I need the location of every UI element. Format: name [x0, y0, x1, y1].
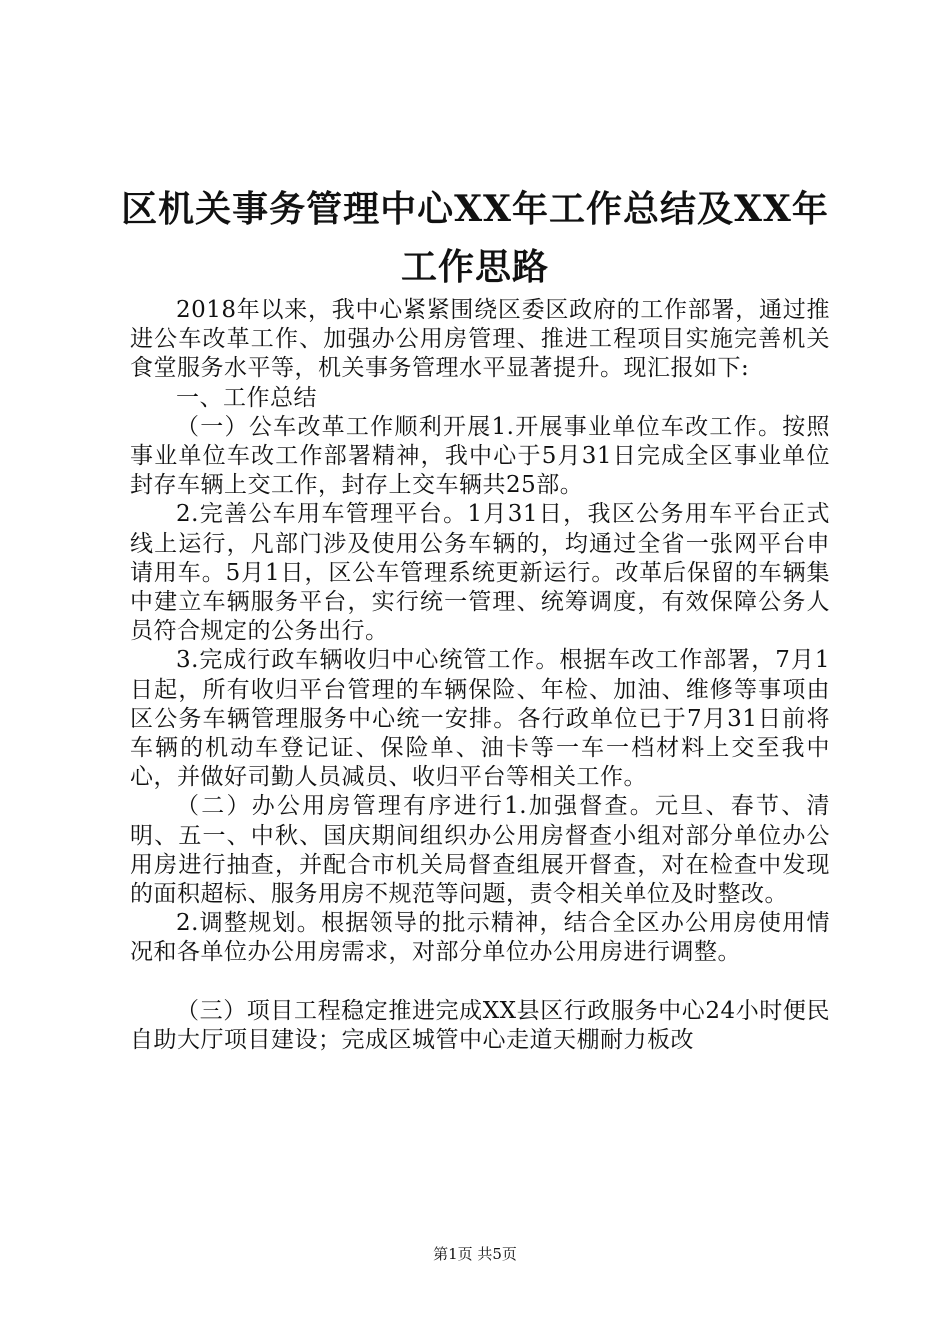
page-number-footer: 第1页 共5页 — [433, 1245, 517, 1263]
paragraph-project-engineering: （三）项目工程稳定推进完成XX县区行政服务中心24小时便民自助大厅项目建设；完成区城管中心走道天棚耐力板改 — [130, 997, 830, 1053]
section-heading-work-summary: 一、工作总结 — [176, 384, 317, 411]
paragraph-intro: 2018年以来，我中心紧紧围绕区委区政府的工作部署，通过推进公车改革工作、加强办公用房管理、推进工程项目实施完善机关食堂服务水平等，机关事务管理水平显著提升。现汇报如下: — [130, 297, 830, 382]
document-body — [130, 296, 830, 1055]
paragraph-office-housing: （二）办公用房管理有序进行1.加强督查。元旦、春节、清明、五一、中秋、国庆期间组织办公用房督查小组对部分单位办公用房进行抽查，并配合市机关局督查组展开督查，对在检查中发现的面积超标、服务用房不规范等问题，责令相关单位及时整改。 — [130, 793, 830, 908]
paragraph-vehicle-platform: 2.完善公车用车管理平台。1月31日，我区公务用车平台正式线上运行，凡部门涉及使用公务车辆的，均通过全省一张网平台申请用车。5月1日，区公车管理系统更新运行。改革后保留的车辆集中建立车辆服务平台，实行统一管理、统筹调度，有效保障公务人员符合规定的公务出行。 — [130, 501, 830, 645]
paragraph-vehicle-management: 3.完成行政车辆收归中心统管工作。根据车改工作部署，7月1日起，所有收归平台管理的车辆保险、年检、加油、维修等事项由区公务车辆管理服务中心统一安排。各行政单位已于7月31日前将车辆的机动车登记证、保险单、油卡等一车一档材料上交至我中心，并做好司勤人员减员、收归平台等相关工作。 — [130, 647, 830, 791]
paragraph-adjust-planning: 2.调整规划。根据领导的批示精神，结合全区办公用房使用情况和各单位办公用房需求，对部分单位办公用房进行调整。 — [130, 910, 830, 966]
document-title: 区机关事务管理中心XX年工作总结及XX年工作思路 — [121, 188, 829, 288]
paragraph-vehicle-reform: （一）公车改革工作顺利开展1.开展事业单位车改工作。按照事业单位车改工作部署精神，我中心于5月31日完成全区事业单位封存车辆上交工作，封存上交车辆共25部。 — [130, 413, 830, 499]
